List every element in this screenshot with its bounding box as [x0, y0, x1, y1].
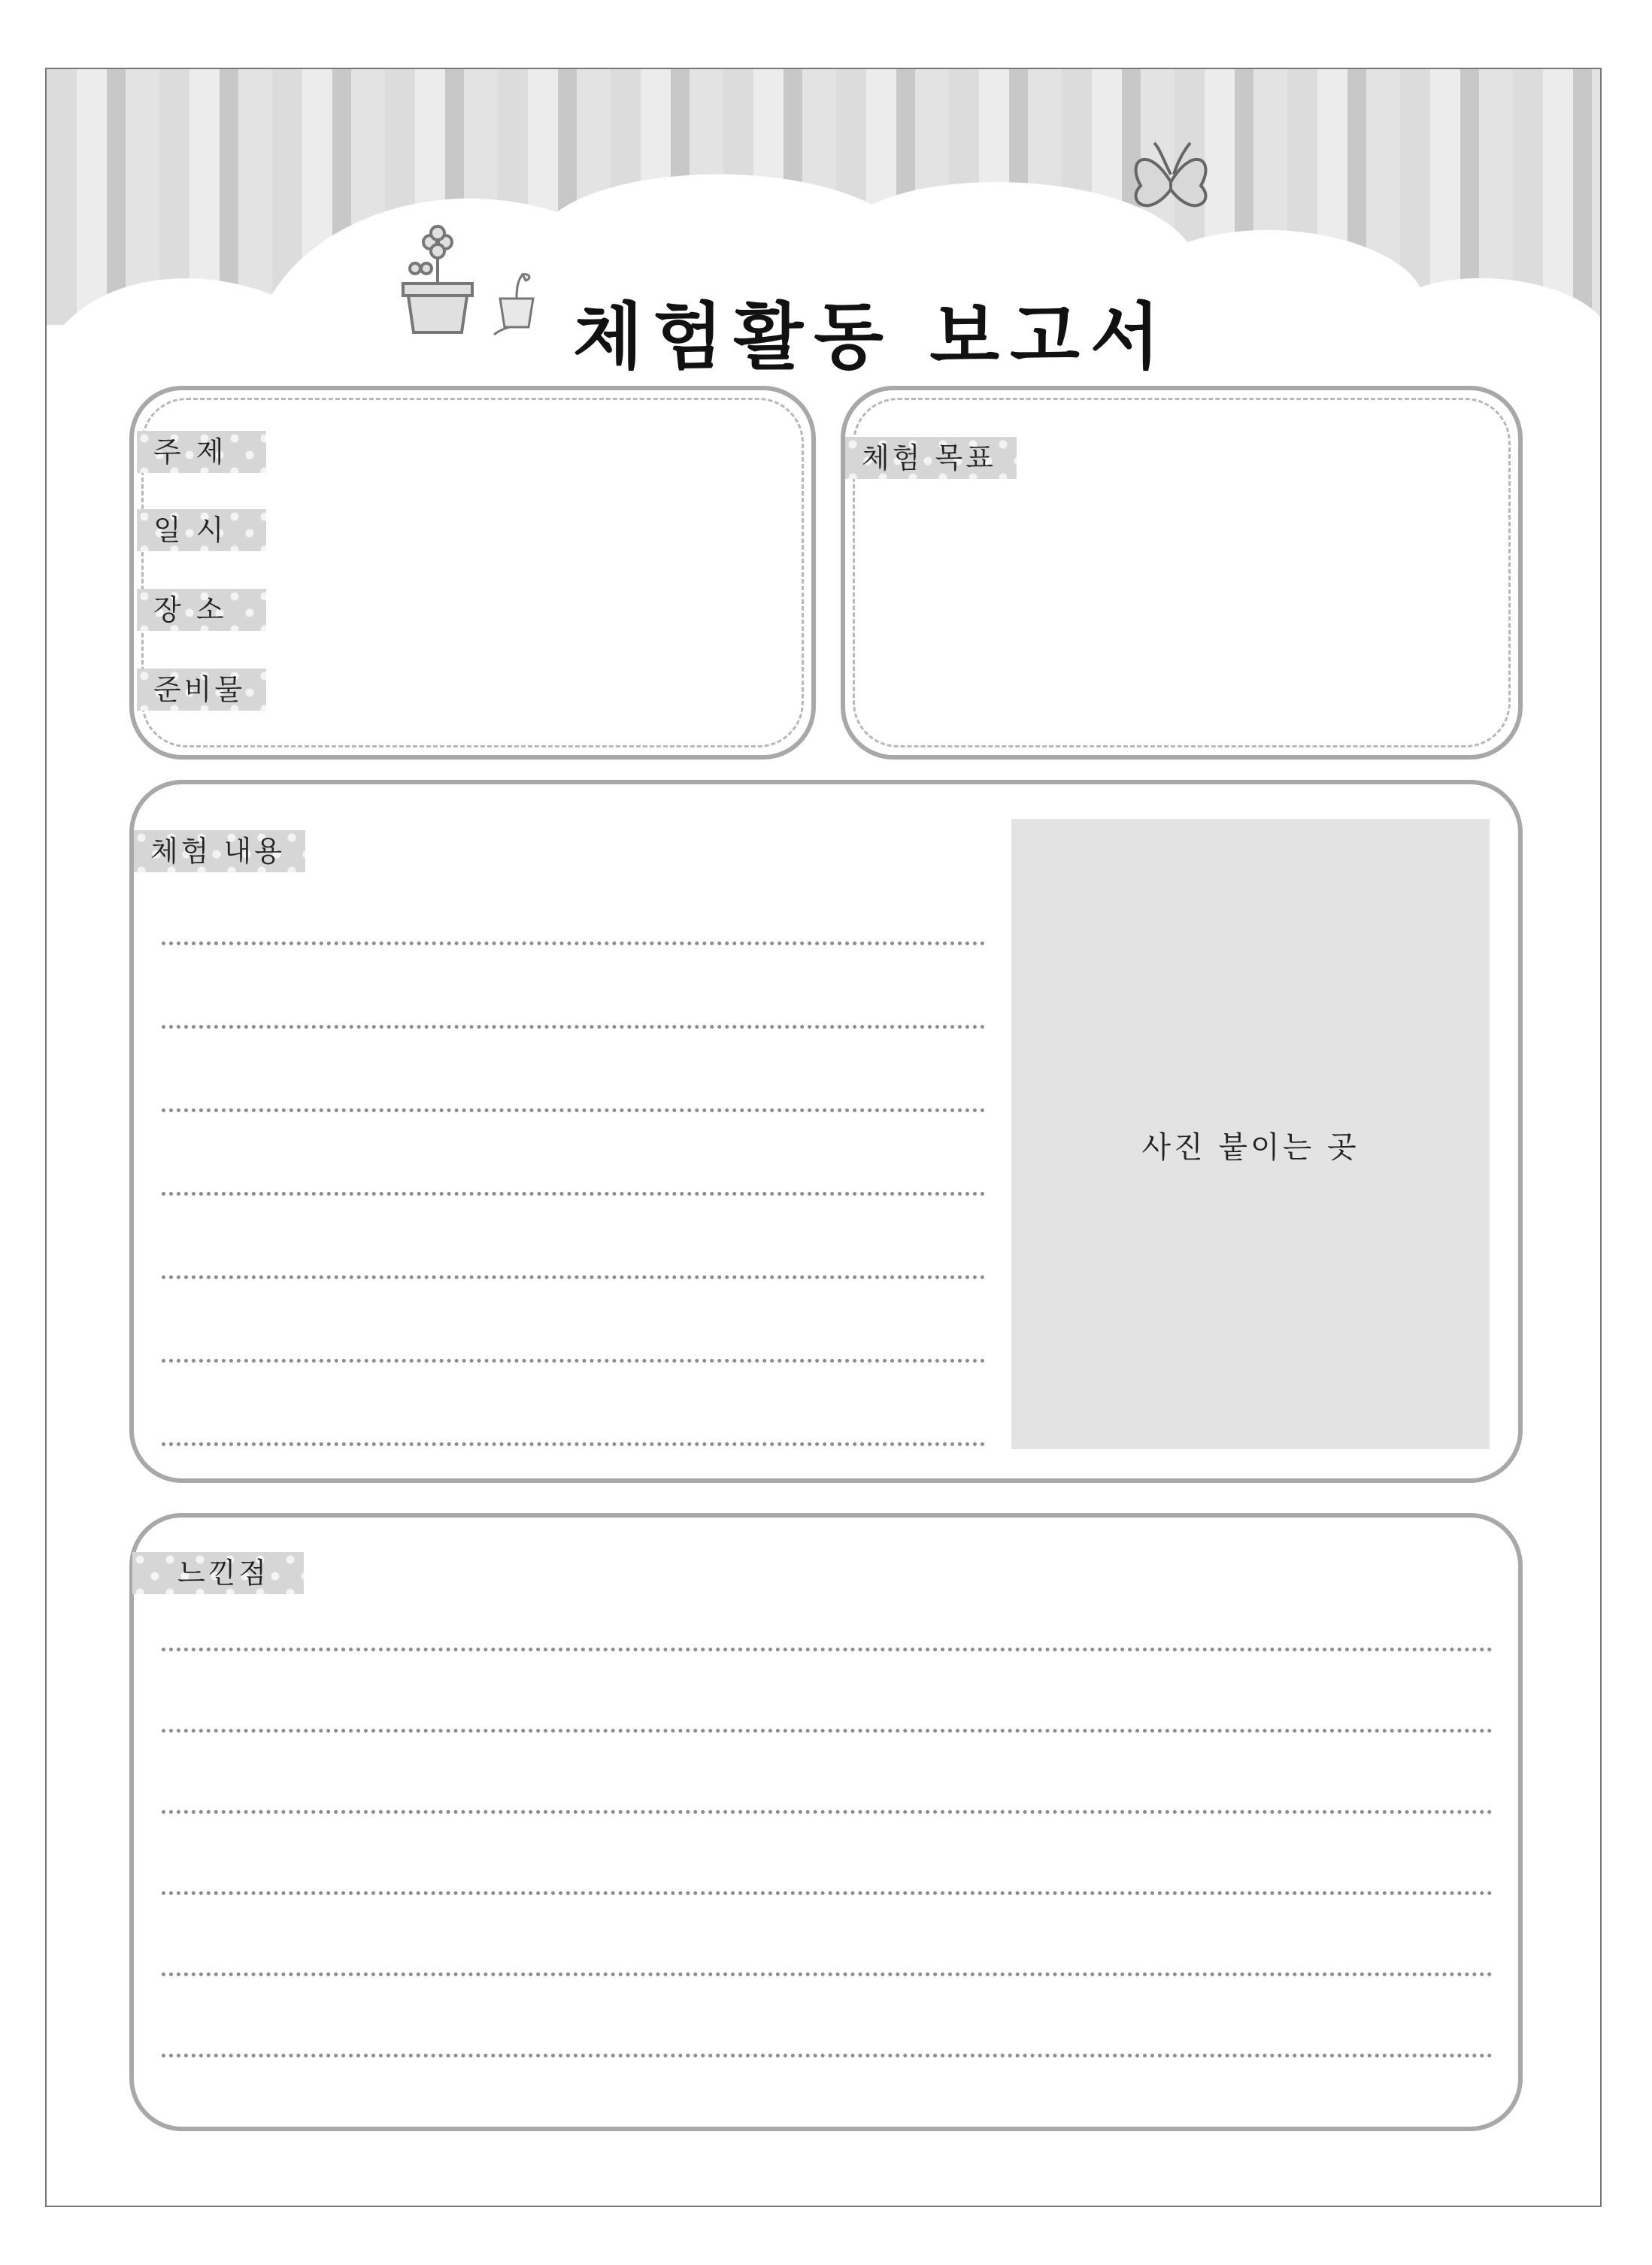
- writing-line: [162, 1810, 1493, 1814]
- page-title: 체험활동 보고서: [573, 295, 1171, 379]
- feelings-panel: [129, 1513, 1523, 2131]
- writing-line: [162, 1972, 1493, 1976]
- content-label: 체험 내용: [134, 830, 305, 872]
- flower-pot-icon: [393, 220, 483, 340]
- field-label-datetime: 일 시: [137, 509, 266, 551]
- goal-label: 체험 목표: [845, 437, 1017, 479]
- writing-line: [162, 1192, 985, 1196]
- writing-line: [162, 1275, 985, 1279]
- butterfly-icon: [1118, 129, 1223, 235]
- writing-line: [162, 1729, 1493, 1733]
- writing-line: [162, 2054, 1493, 2057]
- writing-line: [162, 1359, 985, 1363]
- field-label-subject: 주 제: [137, 431, 266, 473]
- writing-line: [162, 1648, 1493, 1651]
- writing-line: [162, 1891, 1493, 1895]
- writing-line: [162, 1108, 985, 1112]
- photo-placeholder-label: 사진 붙이는 곳: [1141, 1130, 1359, 1165]
- field-label-place: 장 소: [137, 589, 266, 631]
- writing-line: [162, 1025, 985, 1029]
- writing-line: [162, 941, 985, 945]
- writing-line: [162, 1442, 985, 1446]
- sprout-pot-icon: [487, 268, 547, 336]
- field-label-supplies: 준비물: [137, 669, 266, 711]
- photo-placeholder: [1011, 819, 1490, 1449]
- feelings-label: 느낀점: [132, 1552, 304, 1594]
